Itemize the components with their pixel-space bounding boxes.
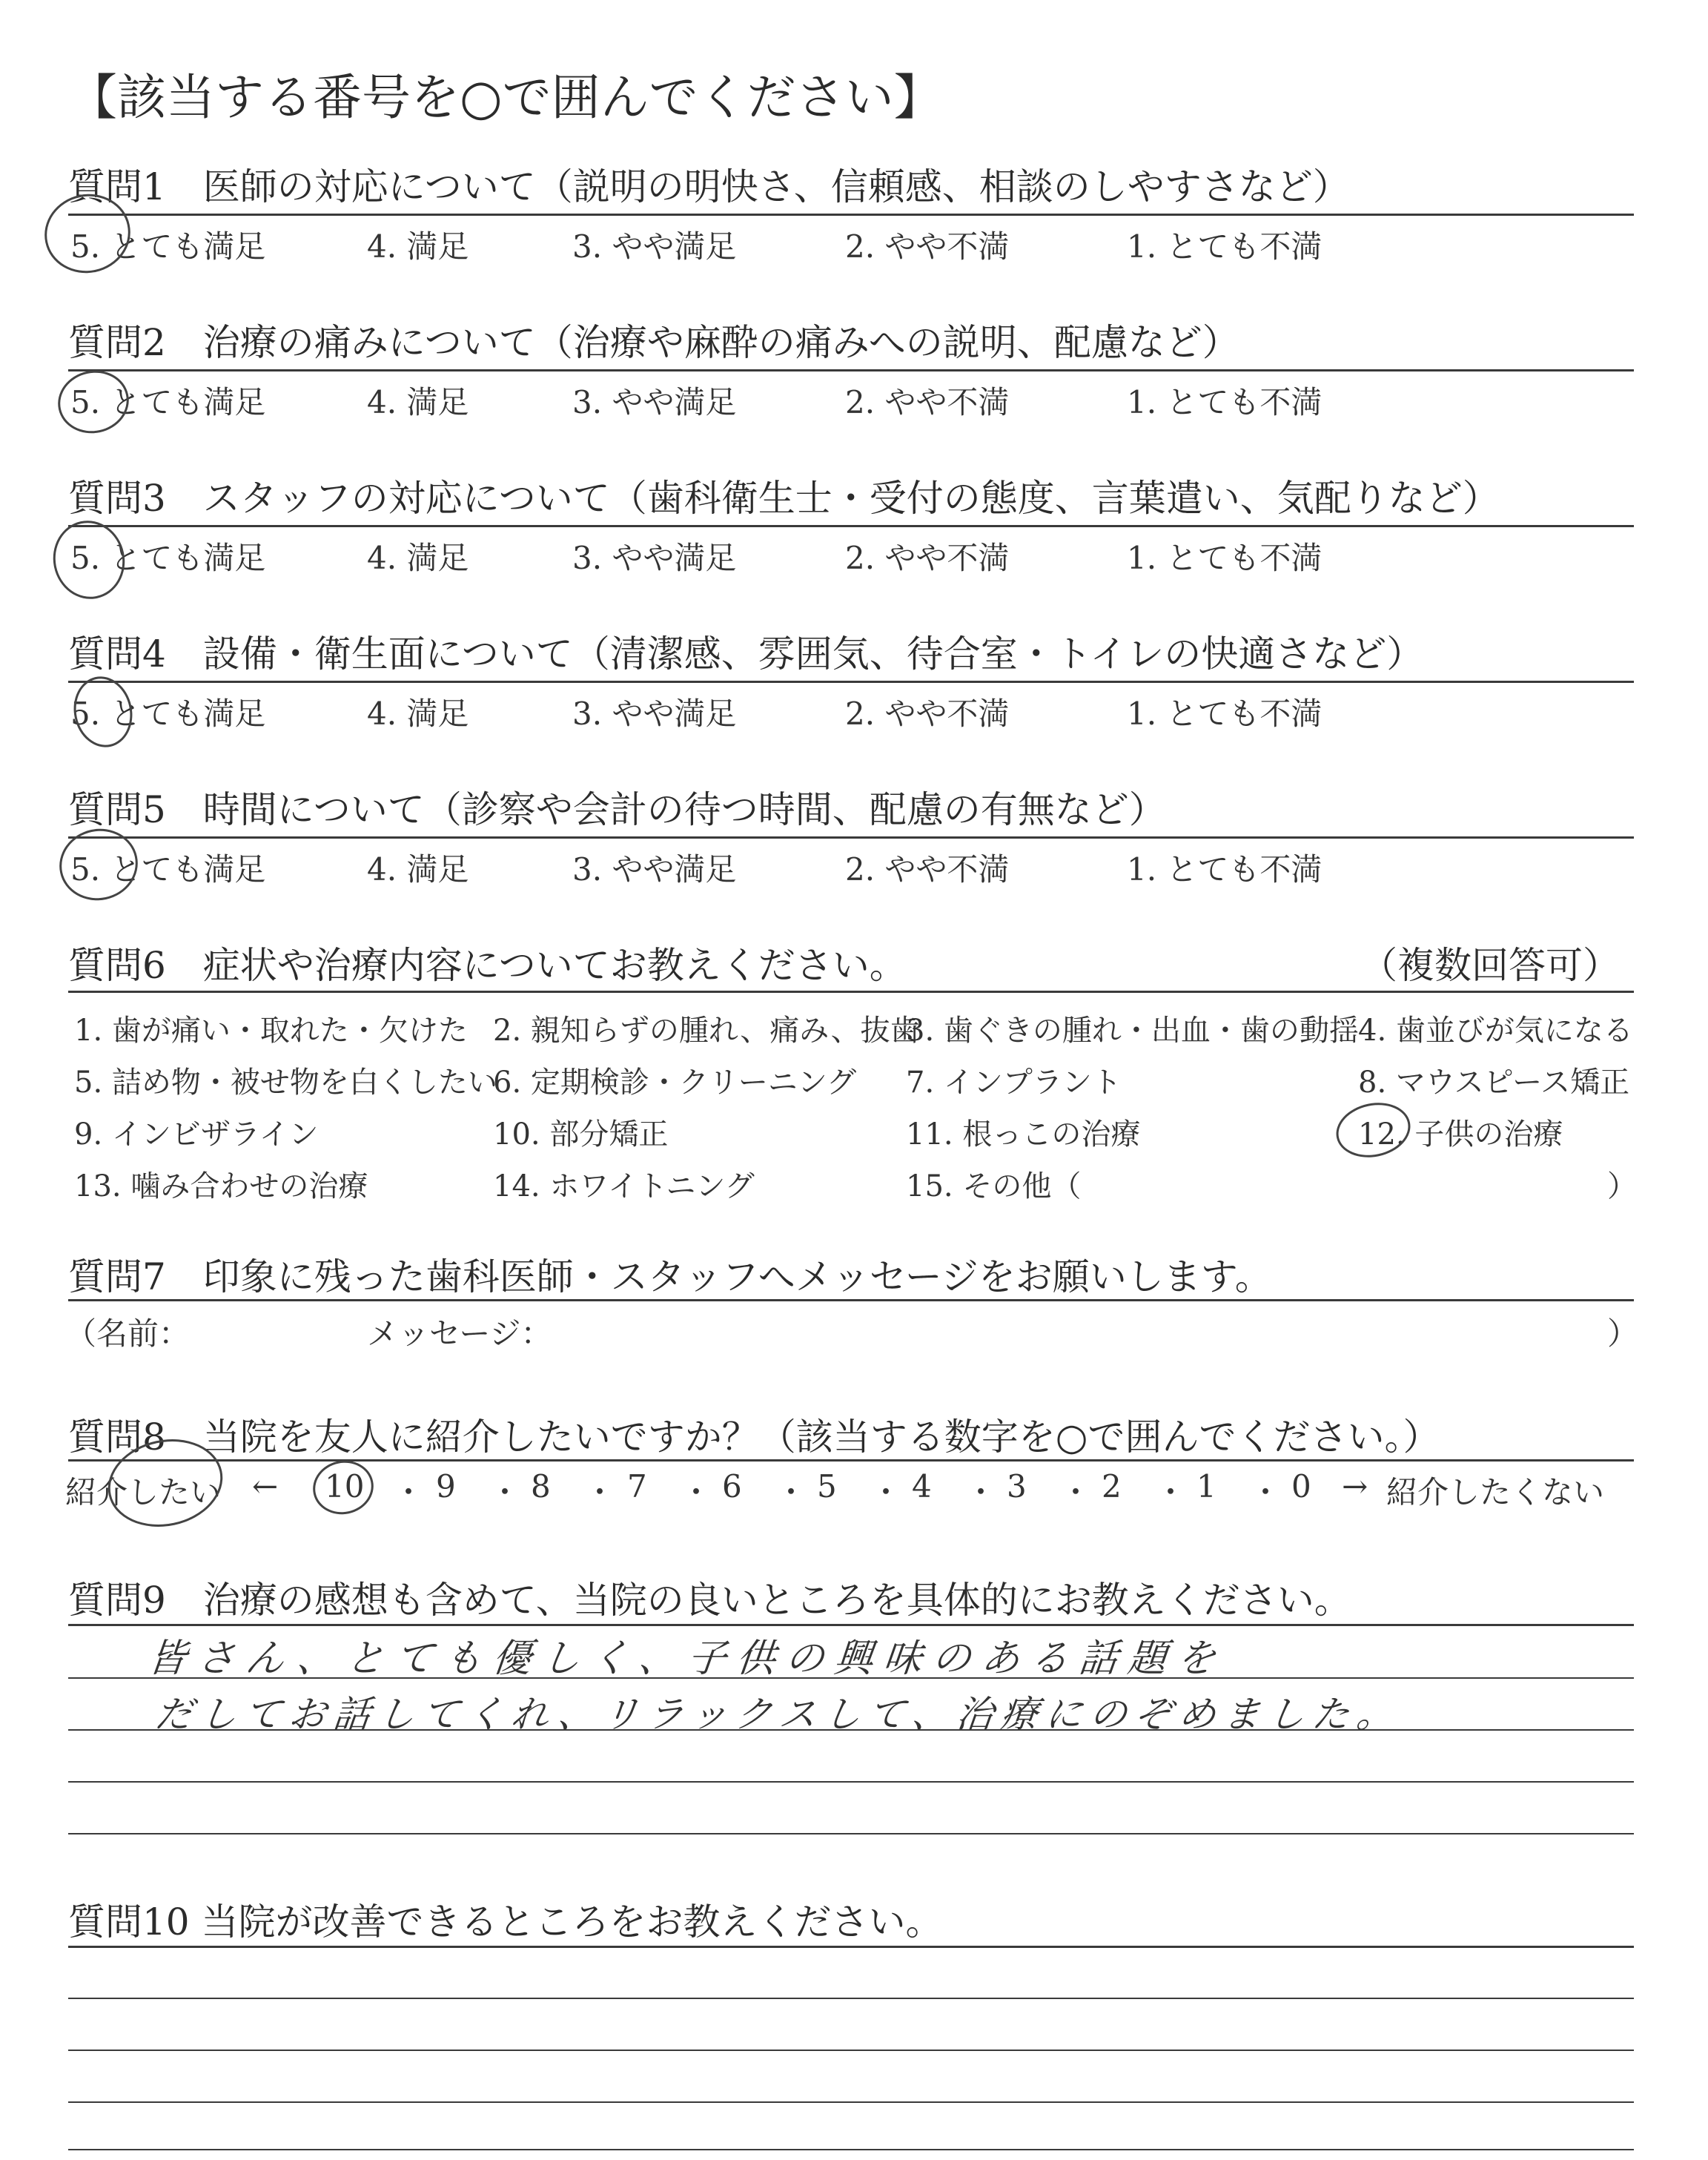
q7-message-label: メッセージ： (367, 1315, 552, 1352)
q10-answer-line (68, 2050, 1634, 2051)
q6-option-6[interactable]: 6. 定期検診・クリーニング (493, 1066, 857, 1100)
q8-title: 質問8 当院を友人に紹介したいですか？（該当する数字を○で囲んでください。） (68, 1416, 1440, 1459)
q10-answer-line (68, 2149, 1634, 2150)
q4-option-4[interactable]: 4. 満足 (367, 696, 469, 732)
right-arrow-icon: → (1342, 1468, 1368, 1505)
q6-option-4[interactable]: 4. 歯並びが気になる (1358, 1014, 1633, 1048)
q7-title: 質問7 印象に残った歯科医師・スタッフへメッセージをお願いします。 (68, 1255, 1272, 1298)
q6-option-1[interactable]: 1. 歯が痛い・取れた・欠けた (74, 1014, 468, 1048)
q4-option-2[interactable]: 2. やや不満 (845, 696, 1010, 732)
scale-dot: ・ (489, 1474, 521, 1510)
q8-score-10[interactable]: 10 (325, 1468, 365, 1505)
q5-option-5[interactable]: 5. とても満足 (70, 851, 266, 888)
q8-left-label[interactable]: 紹介したい (65, 1474, 222, 1510)
q1-option-5[interactable]: 5. とても満足 (70, 228, 266, 265)
q9-handwritten-line-1: 皆さん、とても優しく、子供の興味のある話題を (145, 1636, 1228, 1681)
q1-option-2[interactable]: 2. やや不満 (845, 228, 1010, 265)
q6-option-9[interactable]: 9. インビザライン (74, 1117, 319, 1152)
q9-answer-line (68, 1833, 1634, 1834)
q6-note: （複数回答可） (1360, 944, 1620, 987)
q3-option-2[interactable]: 2. やや不満 (845, 540, 1010, 576)
q2-answer-circle (52, 364, 134, 440)
scale-dot: ・ (1155, 1474, 1187, 1510)
q4-option-1[interactable]: 1. とても不満 (1127, 696, 1323, 732)
q3-option-3[interactable]: 3. やや満足 (572, 540, 737, 576)
q6-option-11[interactable]: 11. 根っこの治療 (906, 1117, 1141, 1152)
q8-answer-circle (308, 1455, 378, 1519)
q10-answer-line (68, 2101, 1634, 2103)
q8-score-5[interactable]: 5 (817, 1468, 837, 1505)
q3-rule (68, 525, 1634, 527)
q2-option-4[interactable]: 4. 満足 (367, 384, 469, 420)
q8-score-3[interactable]: 3 (1007, 1468, 1027, 1505)
scale-dot: ・ (965, 1474, 997, 1510)
q7-rule (68, 1299, 1634, 1301)
q10-rule (68, 1946, 1634, 1948)
q1-option-1[interactable]: 1. とても不満 (1127, 228, 1323, 265)
q5-option-3[interactable]: 3. やや満足 (572, 851, 737, 888)
q5-option-2[interactable]: 2. やや不満 (845, 851, 1010, 888)
q2-option-1[interactable]: 1. とても不満 (1127, 384, 1323, 420)
scale-dot: ・ (1250, 1474, 1282, 1510)
q3-option-1[interactable]: 1. とても不満 (1127, 540, 1323, 576)
q9-rule (68, 1624, 1634, 1626)
q6-title: 質問6 症状や治療内容についてお教えください。 (68, 944, 907, 987)
q8-score-4[interactable]: 4 (912, 1468, 932, 1505)
q7-close: ） (1607, 1315, 1639, 1352)
q8-score-6[interactable]: 6 (722, 1468, 742, 1505)
q4-answer-circle (67, 671, 139, 753)
q5-answer-circle (53, 822, 145, 908)
left-arrow-icon: ← (252, 1468, 279, 1505)
scale-dot: ・ (775, 1474, 807, 1510)
q8-score-2[interactable]: 2 (1102, 1468, 1122, 1505)
q9-handwritten-line-2: だしてお話してくれ、リラックスして、治療にのぞめました。 (153, 1693, 1404, 1736)
q6-option-10[interactable]: 10. 部分矯正 (493, 1117, 669, 1152)
q2-option-2[interactable]: 2. やや不満 (845, 384, 1010, 420)
q5-option-4[interactable]: 4. 満足 (367, 851, 469, 888)
q5-option-1[interactable]: 1. とても不満 (1127, 851, 1323, 888)
q6-option-8[interactable]: 8. マウスピース矯正 (1358, 1066, 1630, 1100)
q6-rule (68, 991, 1634, 993)
q3-option-4[interactable]: 4. 満足 (367, 540, 469, 576)
q8-rule (68, 1459, 1634, 1462)
q8-score-1[interactable]: 1 (1196, 1468, 1217, 1505)
q1-rule (68, 214, 1634, 216)
q6-option-15[interactable]: 15. その他（ (906, 1169, 1082, 1203)
q8-score-0[interactable]: 0 (1291, 1468, 1311, 1505)
q6-other-close: ） (1607, 1169, 1637, 1203)
q1-option-4[interactable]: 4. 満足 (367, 228, 469, 265)
q3-option-5[interactable]: 5. とても満足 (70, 540, 266, 576)
q4-rule (68, 681, 1634, 683)
q10-title: 質問10 当院が改善できるところをお教えください。 (68, 1900, 943, 1943)
q8-score-8[interactable]: 8 (531, 1468, 551, 1505)
q4-option-5[interactable]: 5. とても満足 (70, 696, 266, 732)
q1-option-3[interactable]: 3. やや満足 (572, 228, 737, 265)
q1-title: 質問1 医師の対応について（説明の明快さ、信頼感、相談のしやすさなど） (68, 165, 1350, 208)
q7-name-label: （名前： (65, 1315, 191, 1352)
q8-score-7[interactable]: 7 (627, 1468, 647, 1505)
q2-option-3[interactable]: 3. やや満足 (572, 384, 737, 420)
q6-option-12[interactable]: 12. 子供の治療 (1358, 1117, 1563, 1152)
q3-answer-circle (46, 514, 132, 606)
scale-dot: ・ (681, 1474, 712, 1510)
q6-option-7[interactable]: 7. インプラント (906, 1066, 1122, 1100)
q4-option-3[interactable]: 3. やや満足 (572, 696, 737, 732)
q6-option-3[interactable]: 3. 歯ぐきの腫れ・出血・歯の動揺 (906, 1014, 1359, 1048)
q6-option-2[interactable]: 2. 親知らずの腫れ、痛み、抜歯 (493, 1014, 920, 1048)
q9-title: 質問9 治療の感想も含めて、当院の良いところを具体的にお教えください。 (68, 1579, 1351, 1622)
scale-dot: ・ (393, 1474, 425, 1510)
q6-option-14[interactable]: 14. ホワイトニング (493, 1169, 755, 1203)
scale-dot: ・ (584, 1474, 616, 1510)
q2-rule (68, 369, 1634, 371)
q8-score-9[interactable]: 9 (436, 1468, 456, 1505)
q6-option-5[interactable]: 5. 詰め物・被せ物を白くしたい (74, 1066, 497, 1100)
q4-title: 質問4 設備・衛生面について（清潔感、雰囲気、待合室・トイレの快適さなど） (68, 633, 1424, 676)
q2-option-5[interactable]: 5. とても満足 (70, 384, 266, 420)
form-instruction: 【該当する番号を○で囲んでください】 (68, 69, 943, 126)
q2-title: 質問2 治療の痛みについて（治療や麻酔の痛みへの説明、配慮など） (68, 321, 1239, 364)
q6-option-13[interactable]: 13. 噛み合わせの治療 (74, 1169, 368, 1203)
q3-title: 質問3 スタッフの対応について（歯科衛生士・受付の態度、言葉遣い、気配りなど） (68, 477, 1500, 520)
scale-dot: ・ (870, 1474, 902, 1510)
q5-rule (68, 836, 1634, 839)
scale-dot: ・ (1060, 1474, 1092, 1510)
q6-answer-circle (1331, 1096, 1416, 1163)
q10-answer-line (68, 1998, 1634, 1999)
q9-answer-line (68, 1781, 1634, 1783)
q8-right-label[interactable]: 紹介したくない (1386, 1474, 1605, 1510)
q5-title: 質問5 時間について（診察や会計の待つ時間、配慮の有無など） (68, 788, 1166, 831)
